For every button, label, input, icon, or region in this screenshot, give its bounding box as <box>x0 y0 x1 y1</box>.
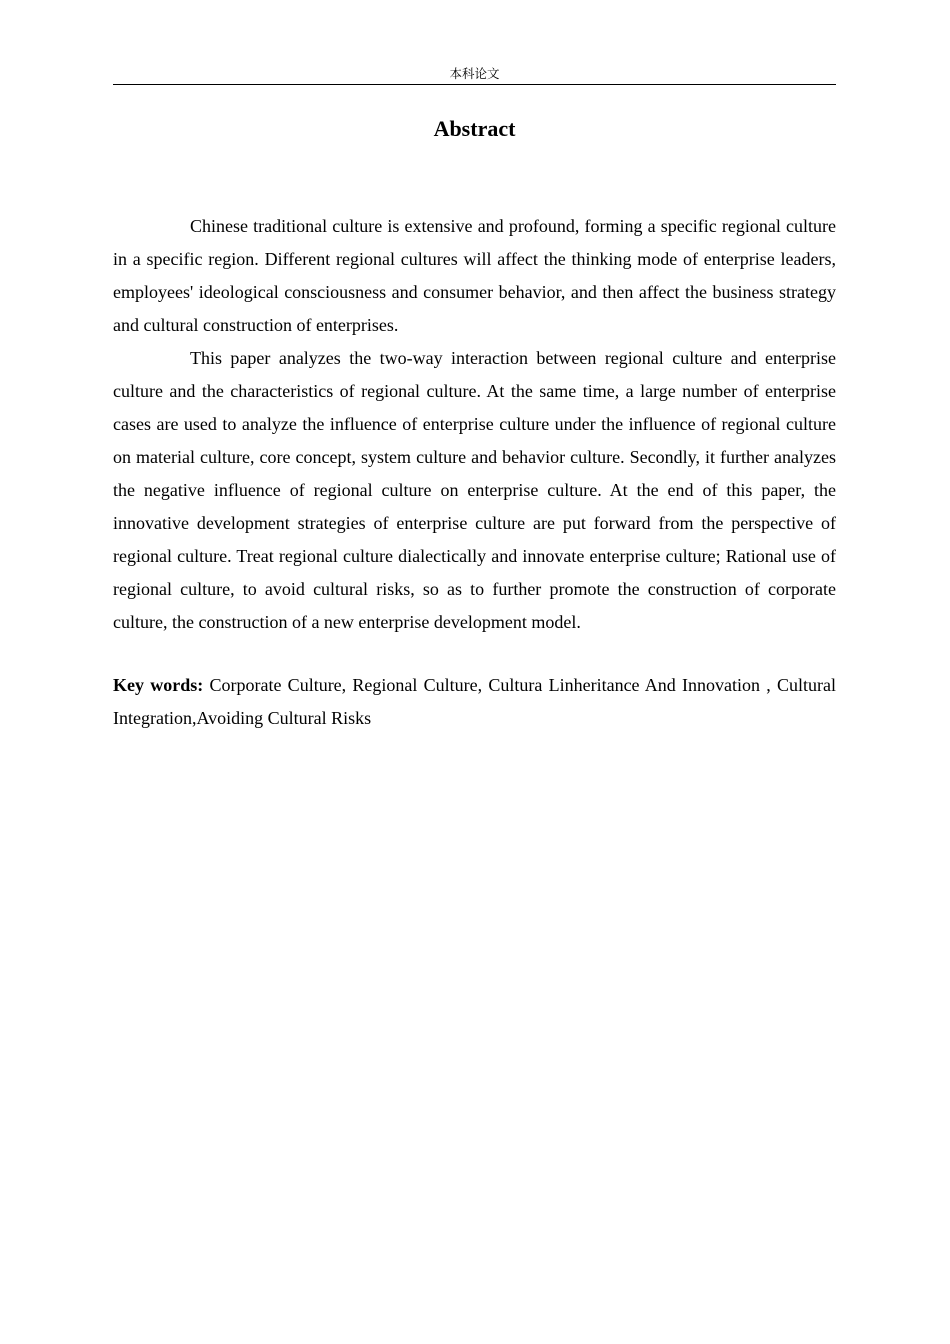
abstract-paragraph-1: Chinese traditional culture is extensive and profound, forming a specific regional culture in a specific region. Different regional cultures will affect the thinking mode of enterprise leaders, employees' ideological consciousness and consumer behavior, and then affect the business strategy and cultural construction of enterprises. <box>113 216 836 335</box>
abstract-paragraph-2: This paper analyzes the two-way interaction between regional culture and enterprise culture and the characteristics of regional culture. At the same time, a large number of enterprise cases are used to analyze the influence of enterprise culture under the influence of regional culture on material culture, core concept, system culture and behavior culture. Secondly, it further analyzes the negative influence of regional culture on enterprise culture. At the end of this paper, the innovative development strategies of enterprise culture are put forward from the perspective of regional culture. Treat regional culture dialectically and innovate enterprise culture; Rational use of regional culture, to avoid cultural risks, so as to further promote the construction of corporate culture, the construction of a new enterprise development model. <box>113 348 836 632</box>
keywords-text: Corporate Culture, Regional Culture, Cultura Linheritance And Innovation , Cultural Integration,Avoiding Cultural Risks <box>113 675 836 728</box>
header-text: 本科论文 <box>449 66 500 81</box>
keywords-block <box>113 669 836 735</box>
abstract-body <box>113 210 836 735</box>
page-title: Abstract <box>433 116 516 141</box>
keywords-label: Key words: <box>113 675 204 695</box>
page-header <box>113 66 836 85</box>
